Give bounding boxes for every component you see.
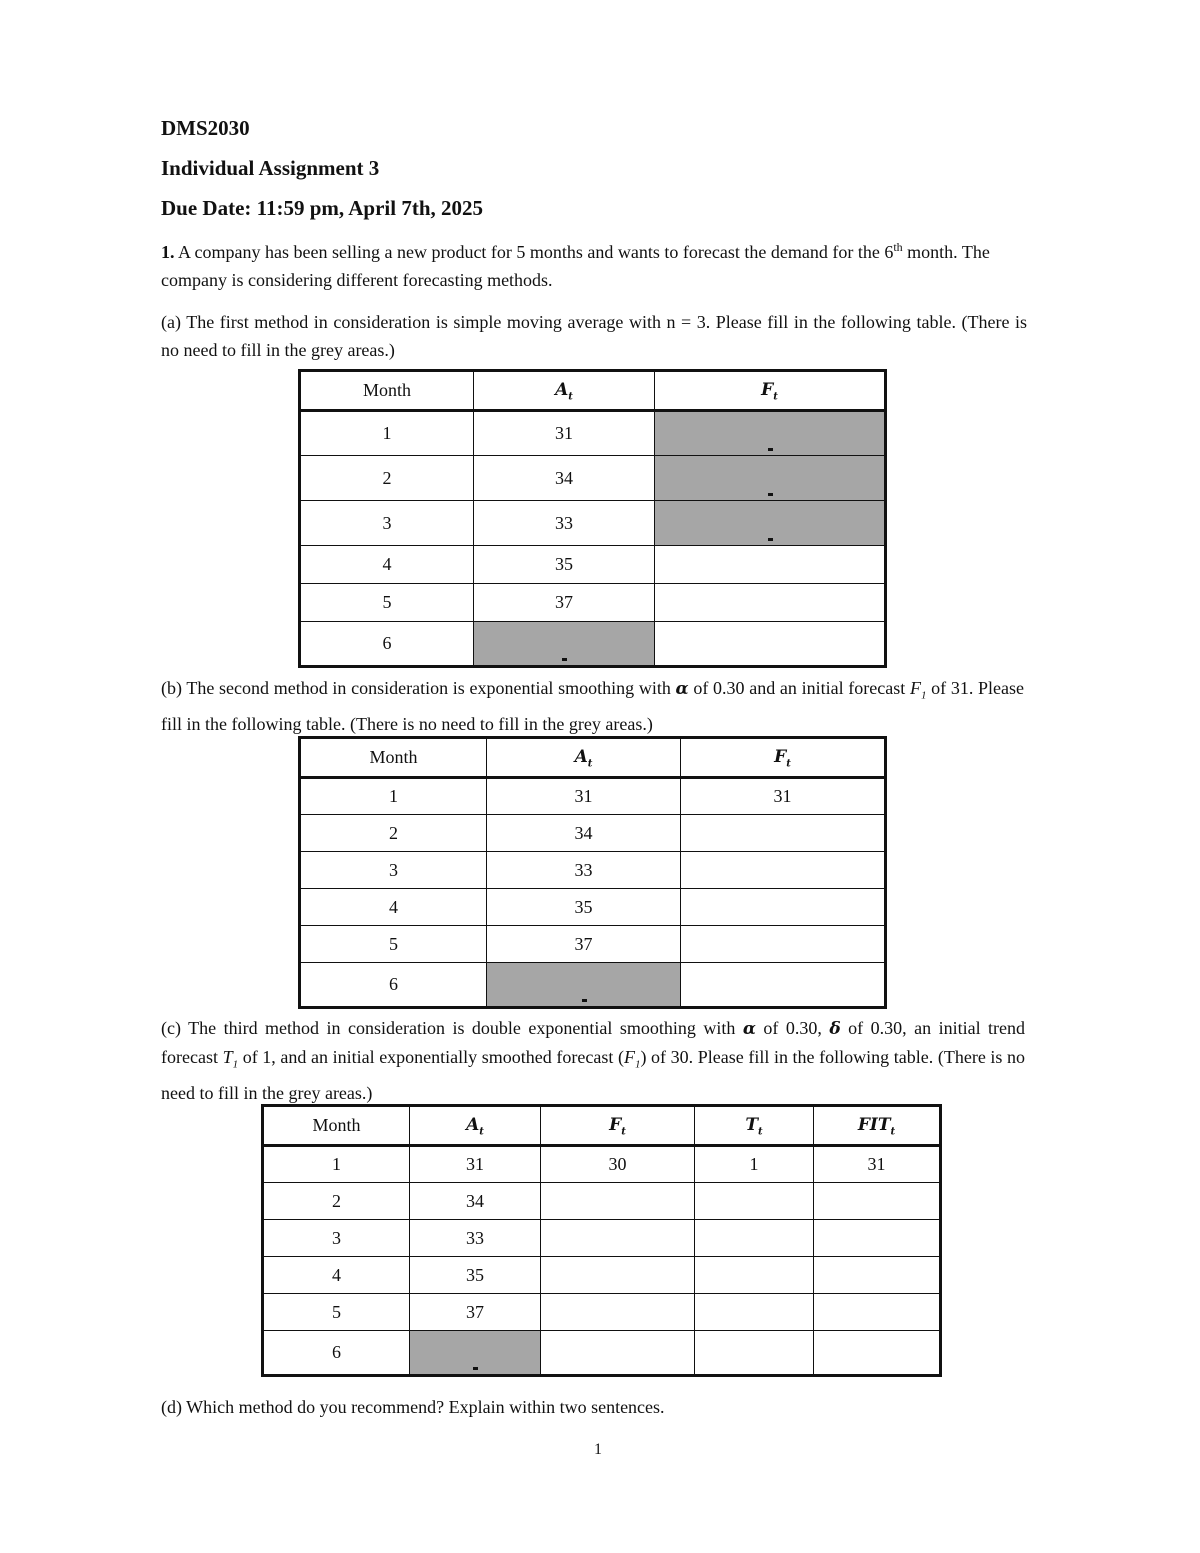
table-c — [261, 1104, 942, 1377]
table-row — [300, 852, 886, 889]
actual-cell: 35 — [487, 889, 681, 926]
table-c-header-fit: $FIT_t$ — [814, 1106, 941, 1146]
month-cell: 3 — [300, 852, 487, 889]
part-b-text-b: of 0.30 and an initial forecast — [693, 678, 906, 698]
month-cell: 1 — [263, 1146, 410, 1183]
part-b-text-c: of 31. Please fill in the following table. (There is no need to fill in the grey areas.) — [161, 678, 1025, 734]
question-number: 1. — [161, 242, 175, 262]
month-cell: 3 — [263, 1220, 410, 1257]
f1-symbol: $F_1$ — [623, 1047, 641, 1071]
forecast-cell: 31 — [681, 778, 886, 815]
month-cell: 5 — [300, 584, 474, 622]
part-a-text: (a) The first method in consideration is simple moving average with n = 3. Please fill in the following table. (There is no need to fill in the grey areas.) — [161, 312, 1027, 360]
t1-symbol: $T_1$ — [222, 1047, 239, 1071]
table-row — [300, 501, 886, 546]
month-cell: 2 — [300, 815, 487, 852]
due-date: Due Date: 11:59 pm, April 7th, 2025 — [161, 196, 483, 220]
part-c-text-c: of 0.30, an initial trend forecast — [161, 1018, 1026, 1067]
table-row — [263, 1331, 941, 1376]
month-cell: 1 — [300, 411, 474, 456]
table-c-header-f: $F_t$ — [541, 1106, 695, 1146]
table-row — [300, 456, 886, 501]
table-row — [263, 1220, 941, 1257]
trend-cell: 1 — [695, 1146, 814, 1183]
forecast-cell[interactable] — [541, 1183, 695, 1220]
intro-superscript: th — [893, 240, 903, 254]
alpha-symbol: α — [742, 1019, 756, 1039]
forecast-cell[interactable] — [681, 852, 886, 889]
part-b-text — [161, 674, 1024, 738]
question-1-intro — [161, 238, 1041, 294]
month-cell: 4 — [263, 1257, 410, 1294]
part-c-text-e: ) of 30. Please fill in the following table. (There is no need to fill in the grey areas.) — [161, 1047, 1026, 1103]
forecast-cell[interactable] — [541, 1257, 695, 1294]
part-b-text-a: (b) The second method in consideration is exponential smoothing with — [161, 678, 671, 698]
assignment-title: Individual Assignment 3 — [161, 156, 380, 180]
actual-cell: 37 — [410, 1294, 541, 1331]
table-c-header-t: $T_t$ — [695, 1106, 814, 1146]
table-a-header-f: $F_t$ — [655, 371, 886, 411]
course-code: DMS2030 — [161, 116, 250, 140]
delta-symbol: δ — [829, 1019, 841, 1039]
table-a-header-a: $A_t$ — [474, 371, 655, 411]
trend-cell[interactable] — [695, 1183, 814, 1220]
part-d-text: (d) Which method do you recommend? Explain within two sentences. — [161, 1397, 665, 1417]
grey-cell — [655, 411, 886, 456]
grey-cell — [410, 1331, 541, 1376]
actual-cell: 31 — [487, 778, 681, 815]
actual-cell: 37 — [487, 926, 681, 963]
fit-cell: 31 — [814, 1146, 941, 1183]
month-cell: 5 — [300, 926, 487, 963]
table-row — [300, 411, 886, 456]
forecast-cell[interactable] — [655, 546, 886, 584]
month-cell: 5 — [263, 1294, 410, 1331]
trend-cell[interactable] — [695, 1331, 814, 1376]
month-cell: 1 — [300, 778, 487, 815]
forecast-cell[interactable] — [681, 889, 886, 926]
fit-cell[interactable] — [814, 1331, 941, 1376]
table-a-header-month: Month — [300, 371, 474, 411]
month-cell: 3 — [300, 501, 474, 546]
month-cell: 4 — [300, 889, 487, 926]
table-row — [300, 815, 886, 852]
trend-cell[interactable] — [695, 1294, 814, 1331]
fit-cell[interactable] — [814, 1257, 941, 1294]
fit-cell[interactable] — [814, 1294, 941, 1331]
table-c-header-a: $A_t$ — [410, 1106, 541, 1146]
actual-cell: 35 — [474, 546, 655, 584]
table-row — [263, 1183, 941, 1220]
forecast-cell[interactable] — [541, 1220, 695, 1257]
grey-cell — [487, 963, 681, 1008]
actual-cell: 34 — [487, 815, 681, 852]
month-cell: 6 — [300, 622, 474, 667]
actual-cell: 37 — [474, 584, 655, 622]
actual-cell: 31 — [474, 411, 655, 456]
table-b-header-f: $F_t$ — [681, 738, 886, 778]
forecast-cell[interactable] — [681, 926, 886, 963]
table-row — [300, 778, 886, 815]
f1-symbol: $F_1$ — [909, 678, 927, 702]
actual-cell: 33 — [474, 501, 655, 546]
trend-cell[interactable] — [695, 1220, 814, 1257]
month-cell: 6 — [263, 1331, 410, 1376]
trend-cell[interactable] — [695, 1257, 814, 1294]
table-a — [298, 369, 887, 668]
table-row — [300, 622, 886, 667]
table-row — [263, 1257, 941, 1294]
table-row — [300, 926, 886, 963]
table-row — [300, 584, 886, 622]
table-row — [300, 889, 886, 926]
month-cell: 2 — [263, 1183, 410, 1220]
actual-cell: 31 — [410, 1146, 541, 1183]
actual-cell: 33 — [487, 852, 681, 889]
page-number: 1 — [594, 1441, 602, 1458]
intro-text-a: A company has been selling a new product for 5 months and wants to forecast the demand for the 6 — [178, 242, 894, 262]
fit-cell[interactable] — [814, 1220, 941, 1257]
month-cell: 4 — [300, 546, 474, 584]
intro-text-b: month. The company is considering different forecasting methods. — [161, 242, 990, 290]
month-cell: 6 — [300, 963, 487, 1008]
forecast-cell[interactable] — [681, 963, 886, 1008]
table-row — [263, 1146, 941, 1183]
table-c-header-month: Month — [263, 1106, 410, 1146]
grey-cell — [655, 501, 886, 546]
table-row — [263, 1294, 941, 1331]
part-c-text — [161, 1014, 1025, 1107]
part-c-text-b: of 0.30, — [763, 1018, 822, 1038]
fit-cell[interactable] — [814, 1183, 941, 1220]
alpha-symbol: α — [675, 679, 689, 699]
table-b-header-month: Month — [300, 738, 487, 778]
forecast-cell[interactable] — [541, 1294, 695, 1331]
forecast-cell[interactable] — [655, 584, 886, 622]
actual-cell: 33 — [410, 1220, 541, 1257]
forecast-cell: 30 — [541, 1146, 695, 1183]
table-row — [300, 546, 886, 584]
month-cell: 2 — [300, 456, 474, 501]
forecast-cell[interactable] — [541, 1331, 695, 1376]
part-c-text-a: (c) The third method in consideration is double exponential smoothing with — [161, 1018, 736, 1038]
forecast-cell[interactable] — [681, 815, 886, 852]
actual-cell: 34 — [474, 456, 655, 501]
grey-cell — [474, 622, 655, 667]
forecast-cell[interactable] — [655, 622, 886, 667]
table-b-header-a: $A_t$ — [487, 738, 681, 778]
actual-cell: 34 — [410, 1183, 541, 1220]
actual-cell: 35 — [410, 1257, 541, 1294]
table-row — [300, 963, 886, 1008]
part-c-text-d: of 1, and an initial exponentially smoothed forecast ( — [242, 1047, 624, 1067]
table-b — [298, 736, 887, 1009]
grey-cell — [655, 456, 886, 501]
